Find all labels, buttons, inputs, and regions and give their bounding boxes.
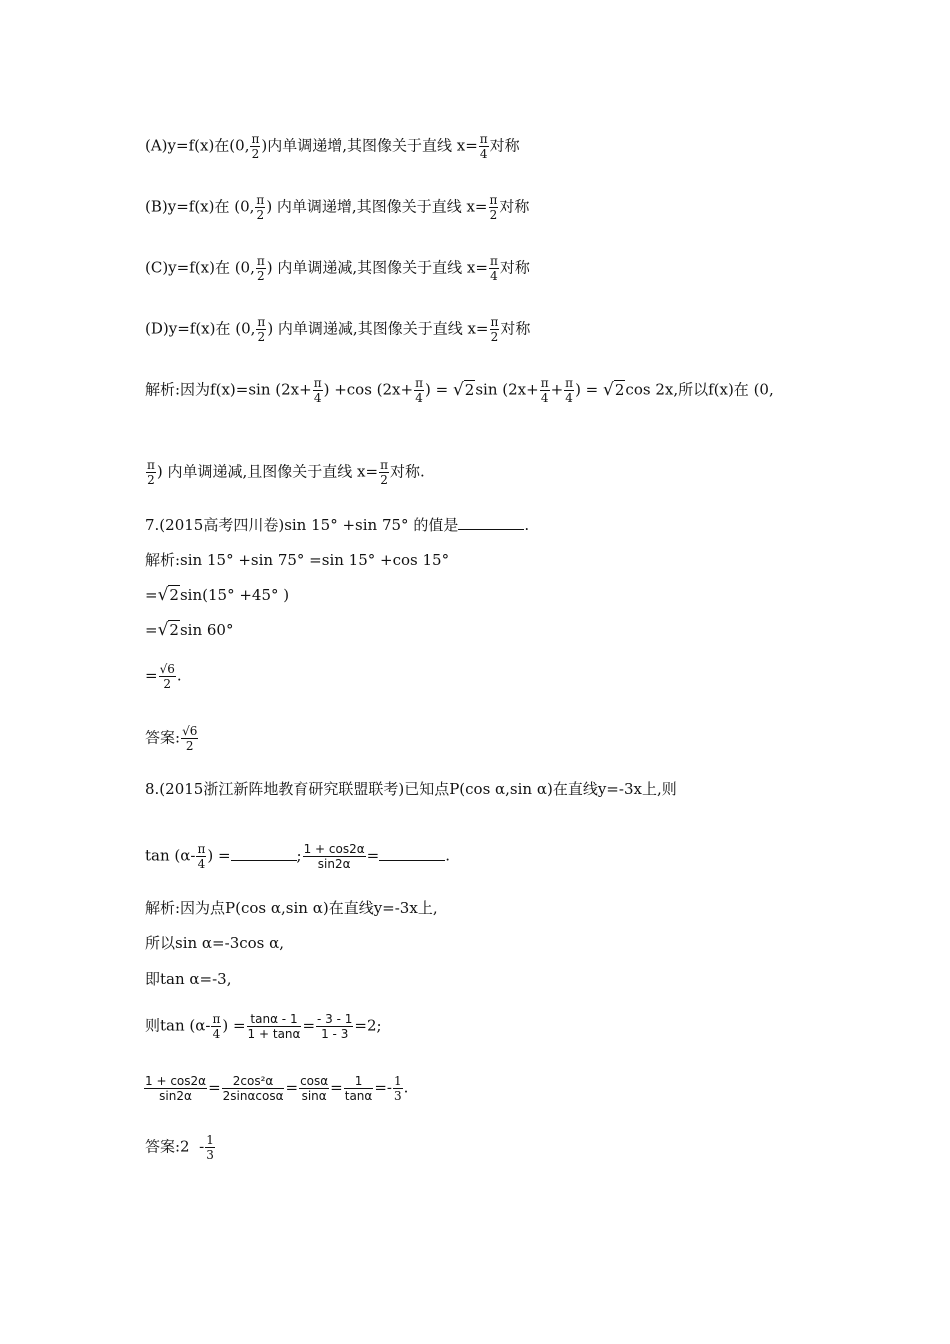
q8-step2: 所以sin α=-3cos α, bbox=[145, 934, 285, 952]
option-c: (C)y=f(x)在 (0, $\frac{\pi}{2}$ ) 内单调递减,其图像关于直线 x= $\frac{\pi}{4}$ 对称 bbox=[145, 254, 530, 283]
q8-analysis-line1: 解析:因为点P(cos α,sin α)在直线y=-3x上, bbox=[145, 899, 438, 917]
q7-step3: =√2sin 60° bbox=[145, 620, 234, 640]
q7-question: 7.(2015高考四川卷)sin 15° +sin 75° 的值是 . bbox=[145, 516, 530, 534]
q7-step4: = $\frac{√6}{2}$ . bbox=[145, 662, 182, 691]
q7-analysis-line1: 解析:sin 15° +sin 75° =sin 15° +cos 15° bbox=[145, 551, 450, 569]
option-a: (A)y=f(x)在(0, $\frac{\pi}{2}$ )内单调递增,其图像关于直线 x= $\frac{\pi}{4}$ 对称 bbox=[145, 132, 520, 161]
q6-analysis-line2: $\frac{\pi}{2}$ ) 内单调递减,且图像关于直线 x= $\frac{\pi}{2}$ 对称. bbox=[147, 458, 425, 487]
q7-answer: 答案: $\frac{√6}{2}$ bbox=[145, 724, 198, 753]
q8-answer: 答案:2 - $\frac{1}{3}$ bbox=[145, 1133, 214, 1162]
q8-step4: 则tan (α- $\frac{\pi}{4}$ ) = $\frac{\tan\alpha - 1}{1 + \tan\alpha}$ = $\frac{- 3 - 1}{1 - 3}$ =2; bbox=[145, 1012, 382, 1041]
q8-question-line2: tan (α- $\frac{\pi}{4}$ ) = ; $\frac{1 + \cos 2\alpha}{\sin 2\alpha}$ = . bbox=[145, 842, 451, 871]
q8-question-line1: 8.(2015浙江新阵地教育研究联盟联考)已知点P(cos α,sin α)在直线y=-3x上,则 bbox=[145, 780, 677, 798]
q7-step2: =√2sin(15° +45° ) bbox=[145, 585, 290, 605]
option-b: (B)y=f(x)在 (0, $\frac{\pi}{2}$ ) 内单调递增,其图像关于直线 x= $\frac{\pi}{2}$ 对称 bbox=[145, 193, 530, 222]
option-d: (D)y=f(x)在 (0, $\frac{\pi}{2}$ ) 内单调递减,其图像关于直线 x= $\frac{\pi}{2}$ 对称 bbox=[145, 315, 531, 344]
q8-step5: $\frac{1 + \cos 2\alpha}{\sin 2\alpha}$ = $\frac{\text{2cos²α}}{2\sin\alpha\cos\alpha}$ = $\frac{\cos\alpha}{\sin\alpha}$ = $\frac{1}{\tan\alpha}$ =- $\frac{1}{3}$ . bbox=[145, 1074, 409, 1103]
q8-step3: 即tan α=-3, bbox=[145, 970, 232, 988]
q6-analysis-line1: 解析:因为f(x)=sin (2x+ $\frac{\pi}{4}$ ) +cos (2x+ $\frac{\pi}{4}$ ) = √2sin (2x+ $\frac{\pi}{4}$ + $\frac{\pi}{4}$ ) = √2cos 2x,所以f(x)在 (0, bbox=[145, 376, 774, 405]
